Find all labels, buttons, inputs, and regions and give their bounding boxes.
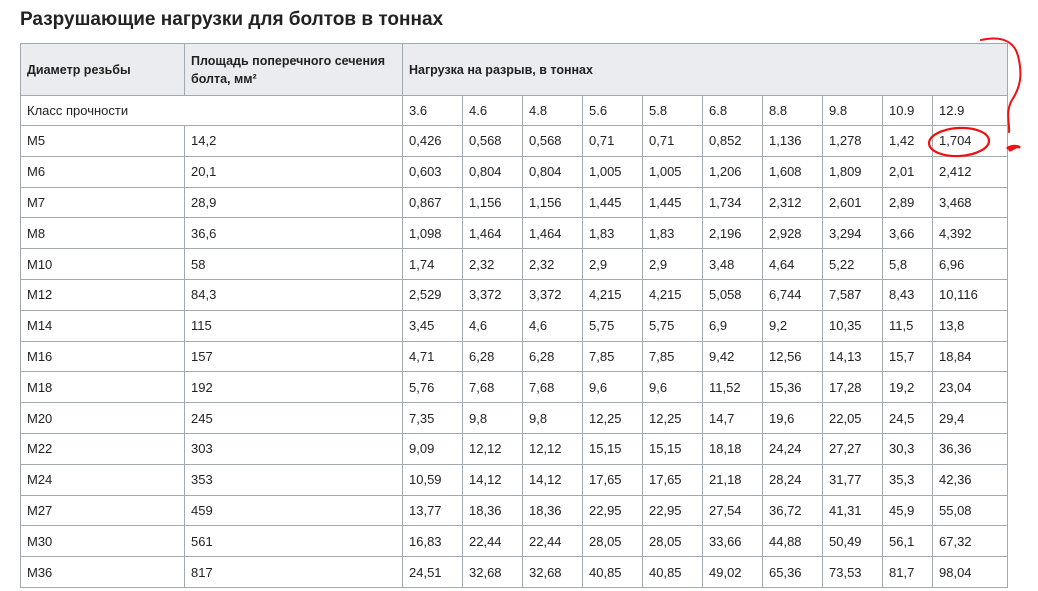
thread-diameter-cell: M20 xyxy=(21,403,185,434)
breaking-load-cell: 17,65 xyxy=(583,464,643,495)
strength-class-cell: 6.8 xyxy=(703,96,763,126)
breaking-load-cell: 1,809 xyxy=(823,156,883,187)
cross-section-area-cell: 20,1 xyxy=(185,156,403,187)
breaking-load-cell: 2,928 xyxy=(763,218,823,249)
breaking-load-cell: 3,45 xyxy=(403,310,463,341)
table-row xyxy=(21,156,1008,187)
breaking-load-cell: 4,6 xyxy=(523,310,583,341)
strength-class-cell: 4.8 xyxy=(523,96,583,126)
breaking-load-cell: 21,18 xyxy=(703,464,763,495)
breaking-load-cell: 12,12 xyxy=(463,433,523,464)
breaking-load-cell: 1,136 xyxy=(763,126,823,157)
breaking-load-cell: 24,51 xyxy=(403,557,463,588)
breaking-load-cell: 0,804 xyxy=(523,156,583,187)
thread-diameter-cell: M16 xyxy=(21,341,185,372)
breaking-load-cell: 12,12 xyxy=(523,433,583,464)
breaking-load-cell: 4,64 xyxy=(763,249,823,280)
breaking-load-cell: 4,71 xyxy=(403,341,463,372)
breaking-load-cell: 1,445 xyxy=(583,187,643,218)
breaking-load-cell: 5,058 xyxy=(703,279,763,310)
breaking-load-cell: 19,2 xyxy=(883,372,933,403)
breaking-load-cell: 1,464 xyxy=(463,218,523,249)
breaking-load-cell: 9,8 xyxy=(463,403,523,434)
breaking-load-cell: 1,445 xyxy=(643,187,703,218)
cross-section-area-cell: 157 xyxy=(185,341,403,372)
breaking-load-cell: 2,529 xyxy=(403,279,463,310)
breaking-load-cell: 28,05 xyxy=(583,526,643,557)
breaking-load-cell: 4,392 xyxy=(933,218,1008,249)
cross-section-area-cell: 459 xyxy=(185,495,403,526)
breaking-load-cell: 6,28 xyxy=(463,341,523,372)
breaking-load-cell: 6,9 xyxy=(703,310,763,341)
breaking-load-cell: 1,74 xyxy=(403,249,463,280)
thread-diameter-cell: M24 xyxy=(21,464,185,495)
breaking-load-cell: 36,36 xyxy=(933,433,1008,464)
breaking-load-cell: 0,568 xyxy=(523,126,583,157)
breaking-load-cell: 1,608 xyxy=(763,156,823,187)
table-row xyxy=(21,279,1008,310)
breaking-load-cell: 22,05 xyxy=(823,403,883,434)
cross-section-area-cell: 817 xyxy=(185,557,403,588)
table-row xyxy=(21,526,1008,557)
breaking-load-cell: 18,36 xyxy=(523,495,583,526)
breaking-load-cell: 18,36 xyxy=(463,495,523,526)
breaking-load-cell: 17,65 xyxy=(643,464,703,495)
table-row xyxy=(21,433,1008,464)
breaking-load-cell: 5,75 xyxy=(583,310,643,341)
strength-class-cell: 8.8 xyxy=(763,96,823,126)
breaking-load-cell: 2,196 xyxy=(703,218,763,249)
breaking-load-cell: 18,84 xyxy=(933,341,1008,372)
breaking-load-cell: 3,48 xyxy=(703,249,763,280)
breaking-load-cell: 12,25 xyxy=(583,403,643,434)
table-row xyxy=(21,126,1008,157)
breaking-load-cell: 23,04 xyxy=(933,372,1008,403)
strength-class-cell: 3.6 xyxy=(403,96,463,126)
breaking-load-cell: 40,85 xyxy=(643,557,703,588)
breaking-load-cell: 2,412 xyxy=(933,156,1008,187)
breaking-load-cell: 24,5 xyxy=(883,403,933,434)
breaking-load-cell: 30,3 xyxy=(883,433,933,464)
cross-section-area-cell: 561 xyxy=(185,526,403,557)
thread-diameter-cell: M6 xyxy=(21,156,185,187)
header-diameter: Диаметр резьбы xyxy=(21,44,185,96)
breaking-load-cell: 7,85 xyxy=(583,341,643,372)
breaking-load-cell: 7,68 xyxy=(463,372,523,403)
breaking-load-cell: 15,7 xyxy=(883,341,933,372)
table-row xyxy=(21,187,1008,218)
breaking-load-cell: 0,852 xyxy=(703,126,763,157)
breaking-load-cell: 1,83 xyxy=(583,218,643,249)
breaking-load-cell: 13,77 xyxy=(403,495,463,526)
breaking-load-cell: 0,71 xyxy=(643,126,703,157)
breaking-load-cell: 19,6 xyxy=(763,403,823,434)
cross-section-area-cell: 353 xyxy=(185,464,403,495)
breaking-load-cell: 1,005 xyxy=(583,156,643,187)
breaking-load-cell: 2,89 xyxy=(883,187,933,218)
thread-diameter-cell: M36 xyxy=(21,557,185,588)
breaking-load-cell: 0,568 xyxy=(463,126,523,157)
table-row xyxy=(21,341,1008,372)
breaking-load-cell: 32,68 xyxy=(523,557,583,588)
strength-class-cell: 5.6 xyxy=(583,96,643,126)
breaking-load-cell: 1,005 xyxy=(643,156,703,187)
strength-class-cell: 4.6 xyxy=(463,96,523,126)
breaking-load-cell: 1,734 xyxy=(703,187,763,218)
breaking-load-cell: 42,36 xyxy=(933,464,1008,495)
breaking-load-cell: 0,804 xyxy=(463,156,523,187)
breaking-load-cell: 14,13 xyxy=(823,341,883,372)
breaking-load-cell: 1,83 xyxy=(643,218,703,249)
breaking-load-cell: 2,9 xyxy=(583,249,643,280)
breaking-load-cell: 7,85 xyxy=(643,341,703,372)
breaking-load-cell: 1,206 xyxy=(703,156,763,187)
breaking-load-cell: 36,72 xyxy=(763,495,823,526)
highlight-arrow-tip xyxy=(1008,146,1019,150)
breaking-load-cell: 45,9 xyxy=(883,495,933,526)
strength-class-cell: 9.8 xyxy=(823,96,883,126)
table-row xyxy=(21,495,1008,526)
breaking-load-cell: 22,44 xyxy=(463,526,523,557)
breaking-load-cell: 50,49 xyxy=(823,526,883,557)
breaking-load-cell: 65,36 xyxy=(763,557,823,588)
strength-class-row xyxy=(21,96,1008,126)
thread-diameter-cell: M5 xyxy=(21,126,185,157)
breaking-load-cell: 56,1 xyxy=(883,526,933,557)
breaking-load-cell: 0,867 xyxy=(403,187,463,218)
thread-diameter-cell: M27 xyxy=(21,495,185,526)
cross-section-area-cell: 36,6 xyxy=(185,218,403,249)
breaking-load-cell: 1,156 xyxy=(463,187,523,218)
breaking-load-cell: 49,02 xyxy=(703,557,763,588)
breaking-load-cell: 31,77 xyxy=(823,464,883,495)
table-row xyxy=(21,310,1008,341)
breaking-load-cell: 55,08 xyxy=(933,495,1008,526)
breaking-load-cell: 14,12 xyxy=(523,464,583,495)
breaking-load-cell: 22,44 xyxy=(523,526,583,557)
thread-diameter-cell: M30 xyxy=(21,526,185,557)
breaking-load-cell: 1,42 xyxy=(883,126,933,157)
breaking-load-cell: 2,32 xyxy=(463,249,523,280)
header-load: Нагрузка на разрыв, в тоннах xyxy=(403,44,1008,96)
breaking-load-cell: 15,15 xyxy=(643,433,703,464)
breaking-load-cell: 9,42 xyxy=(703,341,763,372)
breaking-load-cell: 3,372 xyxy=(523,279,583,310)
breaking-load-cell: 3,468 xyxy=(933,187,1008,218)
header-area: Площадь поперечного сечения болта, мм² xyxy=(185,44,403,96)
breaking-load-cell: 7,35 xyxy=(403,403,463,434)
bolt-load-table xyxy=(20,43,1008,588)
breaking-load-cell: 32,68 xyxy=(463,557,523,588)
breaking-load-cell: 9,8 xyxy=(523,403,583,434)
breaking-load-cell: 17,28 xyxy=(823,372,883,403)
breaking-load-cell: 0,603 xyxy=(403,156,463,187)
breaking-load-cell: 5,76 xyxy=(403,372,463,403)
breaking-load-cell: 9,09 xyxy=(403,433,463,464)
breaking-load-cell: 1,278 xyxy=(823,126,883,157)
cross-section-area-cell: 84,3 xyxy=(185,279,403,310)
breaking-load-cell: 10,116 xyxy=(933,279,1008,310)
breaking-load-cell: 6,28 xyxy=(523,341,583,372)
breaking-load-cell: 2,9 xyxy=(643,249,703,280)
breaking-load-cell: 1,156 xyxy=(523,187,583,218)
breaking-load-cell: 14,12 xyxy=(463,464,523,495)
breaking-load-cell: 29,4 xyxy=(933,403,1008,434)
breaking-load-cell: 27,27 xyxy=(823,433,883,464)
breaking-load-cell: 9,6 xyxy=(583,372,643,403)
table-row xyxy=(21,249,1008,280)
breaking-load-cell: 98,04 xyxy=(933,557,1008,588)
strength-class-label: Класс прочности xyxy=(21,96,403,126)
breaking-load-cell: 10,59 xyxy=(403,464,463,495)
breaking-load-cell: 22,95 xyxy=(643,495,703,526)
breaking-load-cell: 11,5 xyxy=(883,310,933,341)
table-row xyxy=(21,403,1008,434)
breaking-load-cell: 14,7 xyxy=(703,403,763,434)
breaking-load-cell: 73,53 xyxy=(823,557,883,588)
breaking-load-cell: 27,54 xyxy=(703,495,763,526)
breaking-load-cell: 5,8 xyxy=(883,249,933,280)
cross-section-area-cell: 14,2 xyxy=(185,126,403,157)
thread-diameter-cell: M7 xyxy=(21,187,185,218)
breaking-load-cell: 7,68 xyxy=(523,372,583,403)
thread-diameter-cell: M18 xyxy=(21,372,185,403)
breaking-load-cell: 6,96 xyxy=(933,249,1008,280)
breaking-load-cell: 7,587 xyxy=(823,279,883,310)
thread-diameter-cell: M10 xyxy=(21,249,185,280)
breaking-load-cell: 9,6 xyxy=(643,372,703,403)
breaking-load-cell: 18,18 xyxy=(703,433,763,464)
breaking-load-cell: 15,36 xyxy=(763,372,823,403)
breaking-load-cell: 44,88 xyxy=(763,526,823,557)
breaking-load-cell: 2,312 xyxy=(763,187,823,218)
breaking-load-cell: 0,426 xyxy=(403,126,463,157)
table-header-row xyxy=(21,44,1008,96)
breaking-load-cell: 3,294 xyxy=(823,218,883,249)
breaking-load-cell: 10,35 xyxy=(823,310,883,341)
table-row xyxy=(21,218,1008,249)
table-row xyxy=(21,464,1008,495)
breaking-load-cell: 4,215 xyxy=(583,279,643,310)
cross-section-area-cell: 28,9 xyxy=(185,187,403,218)
thread-diameter-cell: M22 xyxy=(21,433,185,464)
cross-section-area-cell: 245 xyxy=(185,403,403,434)
breaking-load-cell: 4,6 xyxy=(463,310,523,341)
thread-diameter-cell: M8 xyxy=(21,218,185,249)
thread-diameter-cell: M14 xyxy=(21,310,185,341)
cross-section-area-cell: 303 xyxy=(185,433,403,464)
breaking-load-cell: 12,56 xyxy=(763,341,823,372)
breaking-load-cell: 28,05 xyxy=(643,526,703,557)
breaking-load-cell: 33,66 xyxy=(703,526,763,557)
breaking-load-cell: 35,3 xyxy=(883,464,933,495)
cross-section-area-cell: 115 xyxy=(185,310,403,341)
page-title: Разрушающие нагрузки для болтов в тоннах xyxy=(20,9,444,30)
breaking-load-cell: 9,2 xyxy=(763,310,823,341)
breaking-load-cell: 2,32 xyxy=(523,249,583,280)
table-row xyxy=(21,372,1008,403)
table-row xyxy=(21,557,1008,588)
strength-class-cell: 12.9 xyxy=(933,96,1008,126)
breaking-load-cell: 3,372 xyxy=(463,279,523,310)
breaking-load-cell: 5,75 xyxy=(643,310,703,341)
breaking-load-cell: 1,098 xyxy=(403,218,463,249)
cross-section-area-cell: 58 xyxy=(185,249,403,280)
breaking-load-cell: 40,85 xyxy=(583,557,643,588)
breaking-load-cell: 4,215 xyxy=(643,279,703,310)
breaking-load-cell: 67,32 xyxy=(933,526,1008,557)
breaking-load-cell: 28,24 xyxy=(763,464,823,495)
breaking-load-cell: 3,66 xyxy=(883,218,933,249)
strength-class-cell: 10.9 xyxy=(883,96,933,126)
breaking-load-cell: 22,95 xyxy=(583,495,643,526)
breaking-load-cell: 15,15 xyxy=(583,433,643,464)
breaking-load-cell: 24,24 xyxy=(763,433,823,464)
breaking-load-cell: 6,744 xyxy=(763,279,823,310)
breaking-load-cell: 16,83 xyxy=(403,526,463,557)
breaking-load-cell: 2,01 xyxy=(883,156,933,187)
breaking-load-cell: 8,43 xyxy=(883,279,933,310)
strength-class-cell: 5.8 xyxy=(643,96,703,126)
breaking-load-cell: 11,52 xyxy=(703,372,763,403)
breaking-load-cell: 2,601 xyxy=(823,187,883,218)
breaking-load-cell: 1,464 xyxy=(523,218,583,249)
breaking-load-cell: 0,71 xyxy=(583,126,643,157)
breaking-load-cell: 41,31 xyxy=(823,495,883,526)
breaking-load-cell: 12,25 xyxy=(643,403,703,434)
breaking-load-cell: 13,8 xyxy=(933,310,1008,341)
cross-section-area-cell: 192 xyxy=(185,372,403,403)
breaking-load-cell: 5,22 xyxy=(823,249,883,280)
thread-diameter-cell: M12 xyxy=(21,279,185,310)
breaking-load-cell: 1,704 xyxy=(933,126,1008,157)
breaking-load-cell: 81,7 xyxy=(883,557,933,588)
